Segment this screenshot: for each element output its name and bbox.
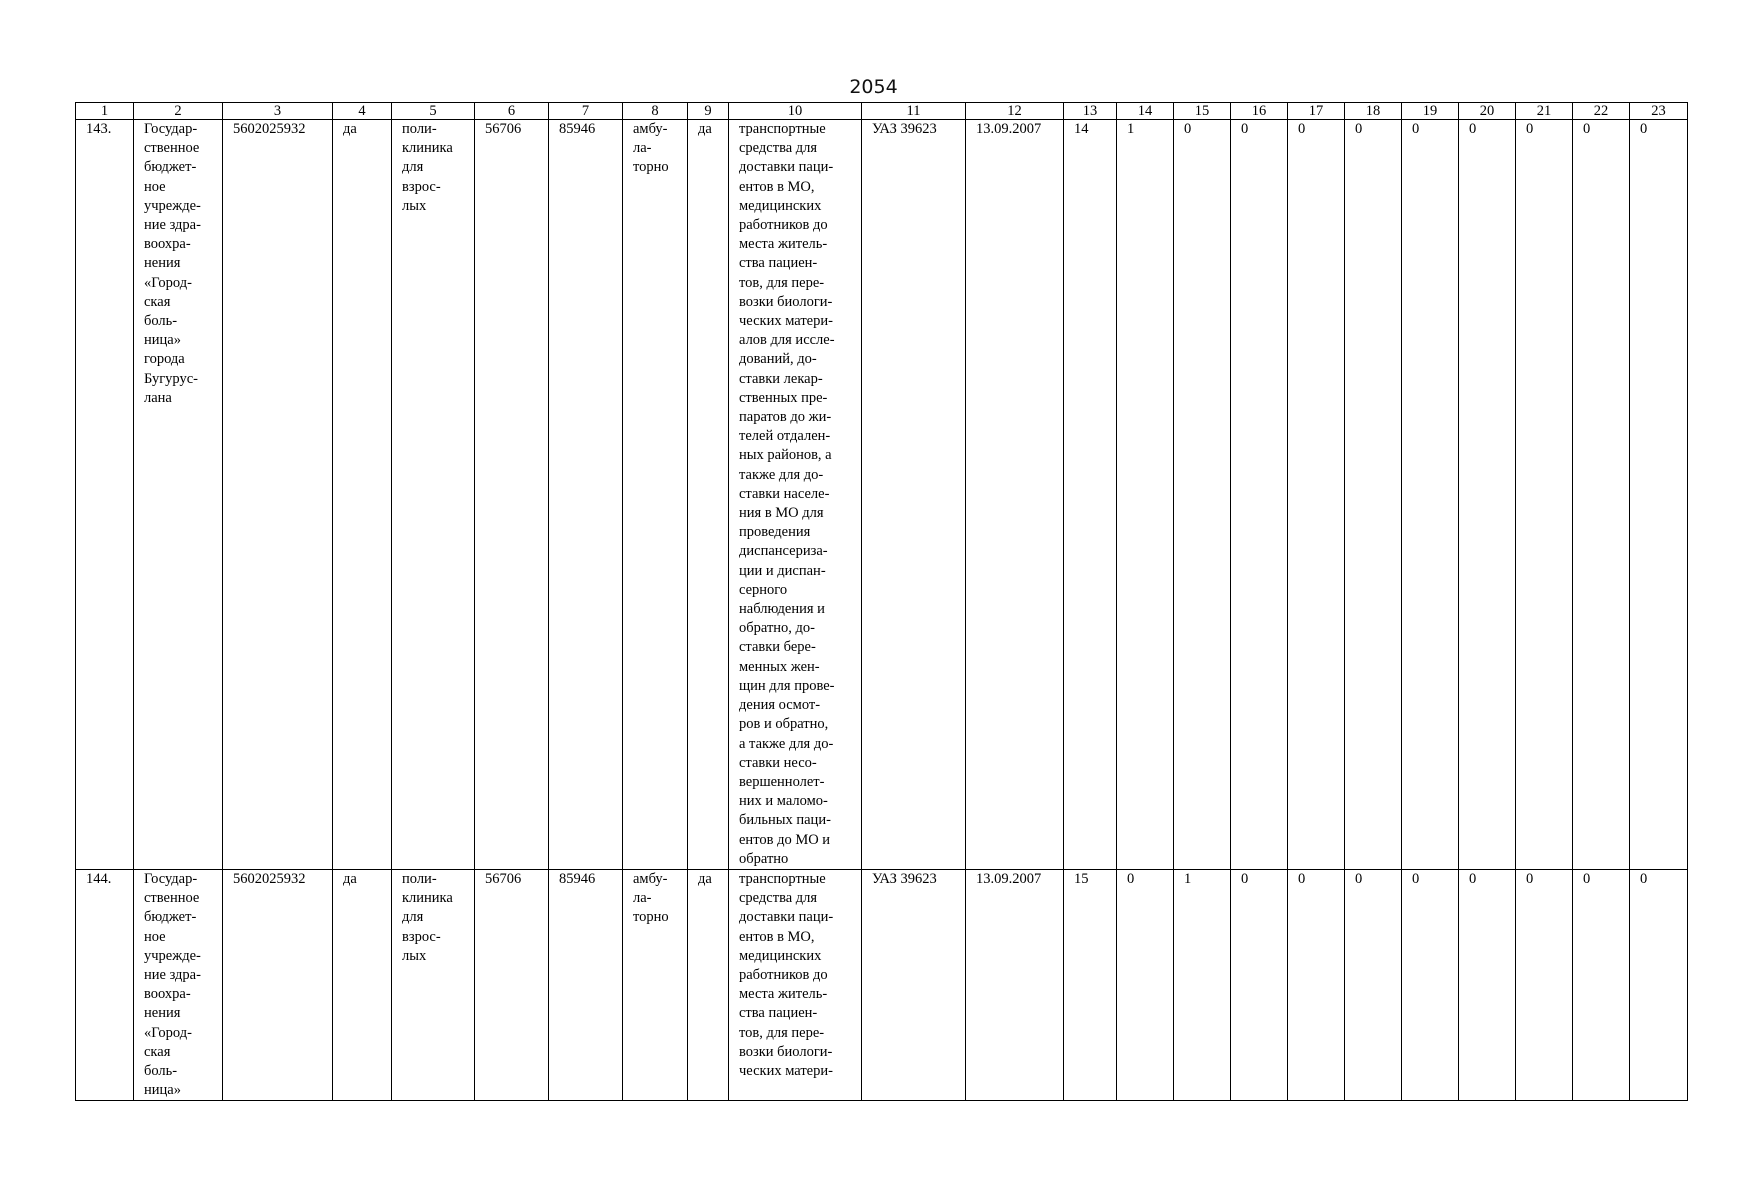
column-header: 8 <box>623 103 688 120</box>
column-header: 16 <box>1231 103 1288 120</box>
page-number: 2054 <box>849 76 898 98</box>
column-header: 18 <box>1345 103 1402 120</box>
table-cell: 0 <box>1630 120 1688 870</box>
table-cell: Государ- ственное бюджет- ное учрежде- ние здра- воохра- нения «Город- ская боль- ница» <box>134 869 223 1100</box>
table-row <box>76 120 1688 870</box>
table-cell: да <box>333 120 392 870</box>
table-cell: да <box>333 869 392 1100</box>
column-header: 6 <box>475 103 549 120</box>
column-header: 15 <box>1174 103 1231 120</box>
column-header: 21 <box>1516 103 1573 120</box>
column-header: 3 <box>223 103 333 120</box>
table-cell: 0 <box>1174 120 1231 870</box>
table-cell: 0 <box>1516 869 1573 1100</box>
table-row <box>76 869 1688 1100</box>
table-cell: 85946 <box>549 869 623 1100</box>
table-cell: 0 <box>1516 120 1573 870</box>
header-row <box>76 103 1688 120</box>
table-cell: 5602025932 <box>223 869 333 1100</box>
column-header: 4 <box>333 103 392 120</box>
table-cell: УАЗ 39623 <box>862 869 966 1100</box>
table-cell: 56706 <box>475 120 549 870</box>
table-cell: 143. <box>76 120 134 870</box>
table-cell: 85946 <box>549 120 623 870</box>
column-header: 7 <box>549 103 623 120</box>
column-header: 10 <box>729 103 862 120</box>
table-cell: УАЗ 39623 <box>862 120 966 870</box>
table-cell: да <box>688 869 729 1100</box>
column-header: 12 <box>966 103 1064 120</box>
table-cell: 0 <box>1117 869 1174 1100</box>
column-header: 5 <box>392 103 475 120</box>
column-header: 13 <box>1064 103 1117 120</box>
table-cell: 13.09.2007 <box>966 120 1064 870</box>
column-header: 19 <box>1402 103 1459 120</box>
table-cell: поли- клиника для взрос- лых <box>392 120 475 870</box>
table-cell: 0 <box>1231 869 1288 1100</box>
table-cell: 0 <box>1288 120 1345 870</box>
table-cell: 1 <box>1117 120 1174 870</box>
column-header: 11 <box>862 103 966 120</box>
table-cell: 15 <box>1064 869 1117 1100</box>
table-cell: транспортные средства для доставки паци- ентов в МО, медицинских работников до места житель- ства пациен- тов, для пере- возки биологи- ческих матери- алов для иссле- дований, до- ставки лекар- ственных пре- паратов до жи- телей отдален- ных районов, а также для до- ставки населе- ния в МО для проведения диспансериза- ции и диспан- серного наблюдения и обратно, до- ставки бере- менных жен- щин для прове- дения осмот- ров и обратно, а также для до- ставки несо- вершеннолет- них и маломо- бильных паци- ентов до МО и обратно <box>729 120 862 870</box>
table-cell: поли- клиника для взрос- лых <box>392 869 475 1100</box>
table-cell: 0 <box>1573 869 1630 1100</box>
table-cell: 56706 <box>475 869 549 1100</box>
column-header: 23 <box>1630 103 1688 120</box>
table-cell: 0 <box>1630 869 1688 1100</box>
data-table <box>75 102 1688 1101</box>
table-cell: 13.09.2007 <box>966 869 1064 1100</box>
column-header: 9 <box>688 103 729 120</box>
table-cell: транспортные средства для доставки паци- ентов в МО, медицинских работников до места житель- ства пациен- тов, для пере- возки биологи- ческих матери- <box>729 869 862 1100</box>
table-cell: 0 <box>1459 120 1516 870</box>
table-cell: да <box>688 120 729 870</box>
table-cell: Государ- ственное бюджет- ное учрежде- ние здра- воохра- нения «Город- ская боль- ница» города Бугурус- лана <box>134 120 223 870</box>
table-cell: амбу- ла- торно <box>623 869 688 1100</box>
table-cell: амбу- ла- торно <box>623 120 688 870</box>
column-header: 1 <box>76 103 134 120</box>
table-cell: 0 <box>1345 869 1402 1100</box>
table-cell: 0 <box>1459 869 1516 1100</box>
table-cell: 0 <box>1573 120 1630 870</box>
table-cell: 144. <box>76 869 134 1100</box>
table-cell: 5602025932 <box>223 120 333 870</box>
table-cell: 0 <box>1345 120 1402 870</box>
column-header: 20 <box>1459 103 1516 120</box>
table-cell: 0 <box>1402 869 1459 1100</box>
table-cell: 1 <box>1174 869 1231 1100</box>
column-header: 2 <box>134 103 223 120</box>
column-header: 14 <box>1117 103 1174 120</box>
column-header: 22 <box>1573 103 1630 120</box>
table-cell: 14 <box>1064 120 1117 870</box>
table-cell: 0 <box>1288 869 1345 1100</box>
column-header: 17 <box>1288 103 1345 120</box>
table-cell: 0 <box>1231 120 1288 870</box>
table-body <box>76 120 1688 1101</box>
table-cell: 0 <box>1402 120 1459 870</box>
